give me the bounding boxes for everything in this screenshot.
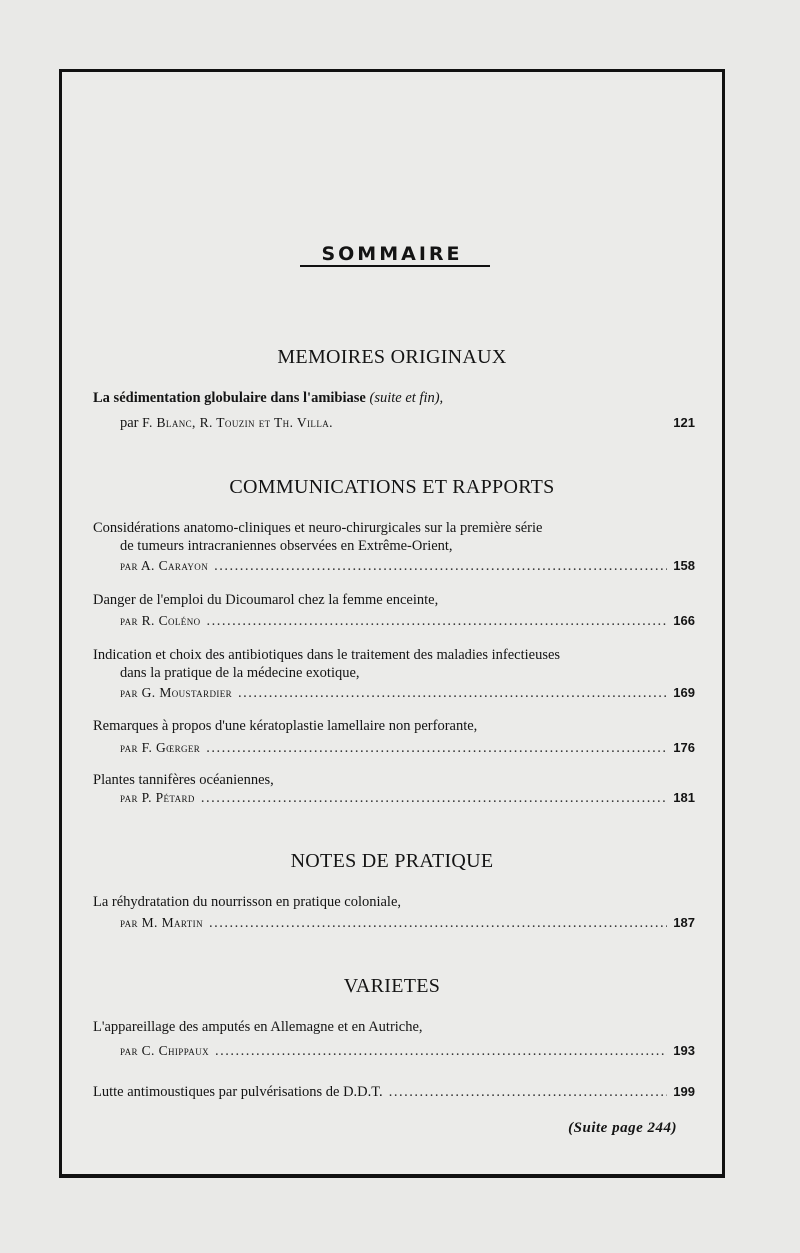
entry-title-main: La sédimentation globulaire dans l'amibiase bbox=[93, 390, 366, 406]
page-number: 121 bbox=[673, 415, 695, 430]
entry-author: par M. Martin bbox=[120, 915, 203, 930]
page-number: 199 bbox=[673, 1084, 695, 1099]
dot-leader bbox=[201, 790, 667, 807]
entry-title: Plantes tannifères océaniennes, bbox=[93, 772, 274, 788]
section-heading-notes: NOTES DE PRATIQUE bbox=[290, 850, 494, 872]
entry-title: L'appareillage des amputés en Allemagne et en Autriche, bbox=[93, 1019, 423, 1035]
entry-author-row bbox=[120, 1043, 695, 1060]
entry-title-cont: de tumeurs intracraniennes observées en Extrême-Orient, bbox=[120, 538, 453, 554]
continuation-note: (Suite page 244) bbox=[568, 1120, 677, 1136]
entry-author: par F. Gœrger bbox=[120, 740, 201, 755]
dot-leader bbox=[207, 613, 668, 630]
entry-title: La réhydratation du nourrisson en pratique coloniale, bbox=[93, 894, 402, 910]
entry-author: par G. Moustardier bbox=[120, 685, 233, 700]
entry-author-row bbox=[120, 790, 695, 807]
entry-title: Remarques à propos d'une kératoplastie lamellaire non perforante, bbox=[93, 718, 478, 734]
entry-title: Indication et choix des antibiotiques dans le traitement des maladies infectieuses bbox=[93, 647, 561, 663]
entry-title-cont: dans la pratique de la médecine exotique, bbox=[120, 665, 360, 681]
dot-leader bbox=[215, 1043, 667, 1060]
section-heading-communications: COMMUNICATIONS ET RAPPORTS bbox=[229, 476, 555, 498]
section-heading-memoires: MEMOIRES ORIGINAUX bbox=[277, 346, 507, 368]
entry-author-row bbox=[120, 613, 695, 630]
entry-title bbox=[93, 390, 443, 407]
entry-author-row bbox=[120, 740, 695, 757]
entry-par: par bbox=[120, 415, 139, 431]
entry-author-row bbox=[120, 915, 695, 932]
dot-leader bbox=[389, 1084, 668, 1101]
page-number: 169 bbox=[673, 685, 695, 700]
entry-title: Lutte antimoustiques par pulvérisations de D.D.T. bbox=[93, 1084, 383, 1100]
entry-title: Danger de l'emploi du Dicoumarol chez la femme enceinte, bbox=[93, 592, 439, 608]
entry-author: par C. Chippaux bbox=[120, 1043, 209, 1058]
entry-author: par R. Coléno bbox=[120, 613, 201, 628]
dot-leader bbox=[238, 685, 667, 702]
entry-row bbox=[93, 1084, 695, 1101]
dot-leader bbox=[214, 558, 667, 575]
dot-leader bbox=[206, 740, 667, 757]
page-title: SOMMAIRE bbox=[321, 243, 463, 265]
entry-authors: F. Blanc, R. Touzin et Th. Villa. bbox=[142, 415, 333, 430]
entry-author-row bbox=[120, 685, 695, 702]
page-number: 187 bbox=[673, 915, 695, 930]
page-number: 176 bbox=[673, 740, 695, 755]
entry-title: Considérations anatomo-cliniques et neuro-chirurgicales sur la première série bbox=[93, 520, 543, 536]
title-underline bbox=[300, 265, 490, 267]
entry-title-note: (suite et fin), bbox=[369, 390, 444, 406]
page-number: 181 bbox=[673, 790, 695, 805]
entry-author-row bbox=[120, 415, 695, 432]
contents-frame bbox=[59, 69, 725, 1178]
page-number: 158 bbox=[673, 558, 695, 573]
page-number: 166 bbox=[673, 613, 695, 628]
entry-author: par P. Pétard bbox=[120, 790, 195, 805]
section-heading-varietes: VARIETES bbox=[343, 975, 441, 997]
page-number: 193 bbox=[673, 1043, 695, 1058]
entry-author-row bbox=[120, 558, 695, 575]
entry-author: par A. Carayon bbox=[120, 558, 209, 573]
dot-leader bbox=[209, 915, 667, 932]
